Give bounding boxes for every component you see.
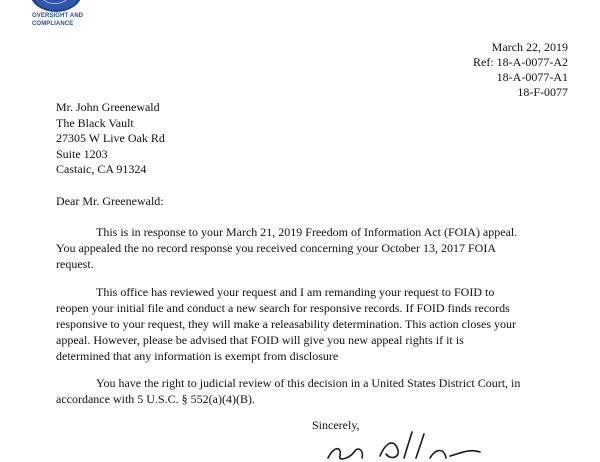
- paragraph-line: You have the right to judicial review of this decision in a United States District Court, in: [96, 376, 521, 390]
- paragraph-line: determined that any information is exempt from disclosure: [56, 349, 339, 363]
- reference-number-1: Ref: 18-A-0077-A2: [473, 55, 568, 69]
- office-name-line1: OVERSIGHT AND: [32, 13, 84, 19]
- recipient-city: Castaic, CA 91324: [56, 162, 147, 176]
- salutation: Dear Mr. Greenewald:: [56, 194, 164, 208]
- paragraph-line: responsive to your request, they will make a releasability determination. This action closes your: [56, 317, 516, 331]
- date-reference-block: [473, 40, 568, 100]
- dod-seal-icon: [30, 0, 82, 12]
- closing: Sincerely,: [312, 418, 360, 432]
- paragraph-line: reopen your initial file and conduct a new search for responsive records. If FOID finds records: [56, 301, 510, 315]
- paragraph-line: This is in response to your March 21, 2019 Freedom of Information Act (FOIA) appeal.: [96, 225, 518, 239]
- paragraph-appeal-response: [56, 224, 572, 272]
- letter-date: March 22, 2019: [491, 40, 568, 54]
- reference-number-2: 18-A-0077-A1: [496, 70, 568, 84]
- paragraph-line: You appealed the no record response you received concerning your October 13, 2017 FOIA: [56, 241, 496, 255]
- paragraph-line: accordance with 5 U.S.C. § 552(a)(4)(B).: [56, 392, 255, 406]
- recipient-suite: Suite 1203: [56, 146, 108, 161]
- recipient-street: 27305 W Live Oak Rd: [56, 131, 165, 145]
- paragraph-judicial-review: [56, 375, 572, 407]
- reference-number-3: 18-F-0077: [517, 85, 568, 99]
- paragraph-line: request.: [56, 257, 94, 271]
- paragraph-line: This office has reviewed your request and I am remanding your request to FOID to: [96, 285, 495, 299]
- recipient-name: Mr. John Greenewald: [56, 100, 160, 114]
- office-name-line2: COMPLIANCE: [32, 21, 74, 27]
- paragraph-line: appeal. However, please be advised that FOID will give you new appeal rights if it is: [56, 333, 464, 347]
- recipient-organization: The Black Vault: [56, 115, 134, 130]
- recipient-address: [56, 100, 165, 178]
- office-name: [32, 12, 112, 28]
- signature-image: [320, 428, 500, 462]
- paragraph-remand: [56, 284, 572, 364]
